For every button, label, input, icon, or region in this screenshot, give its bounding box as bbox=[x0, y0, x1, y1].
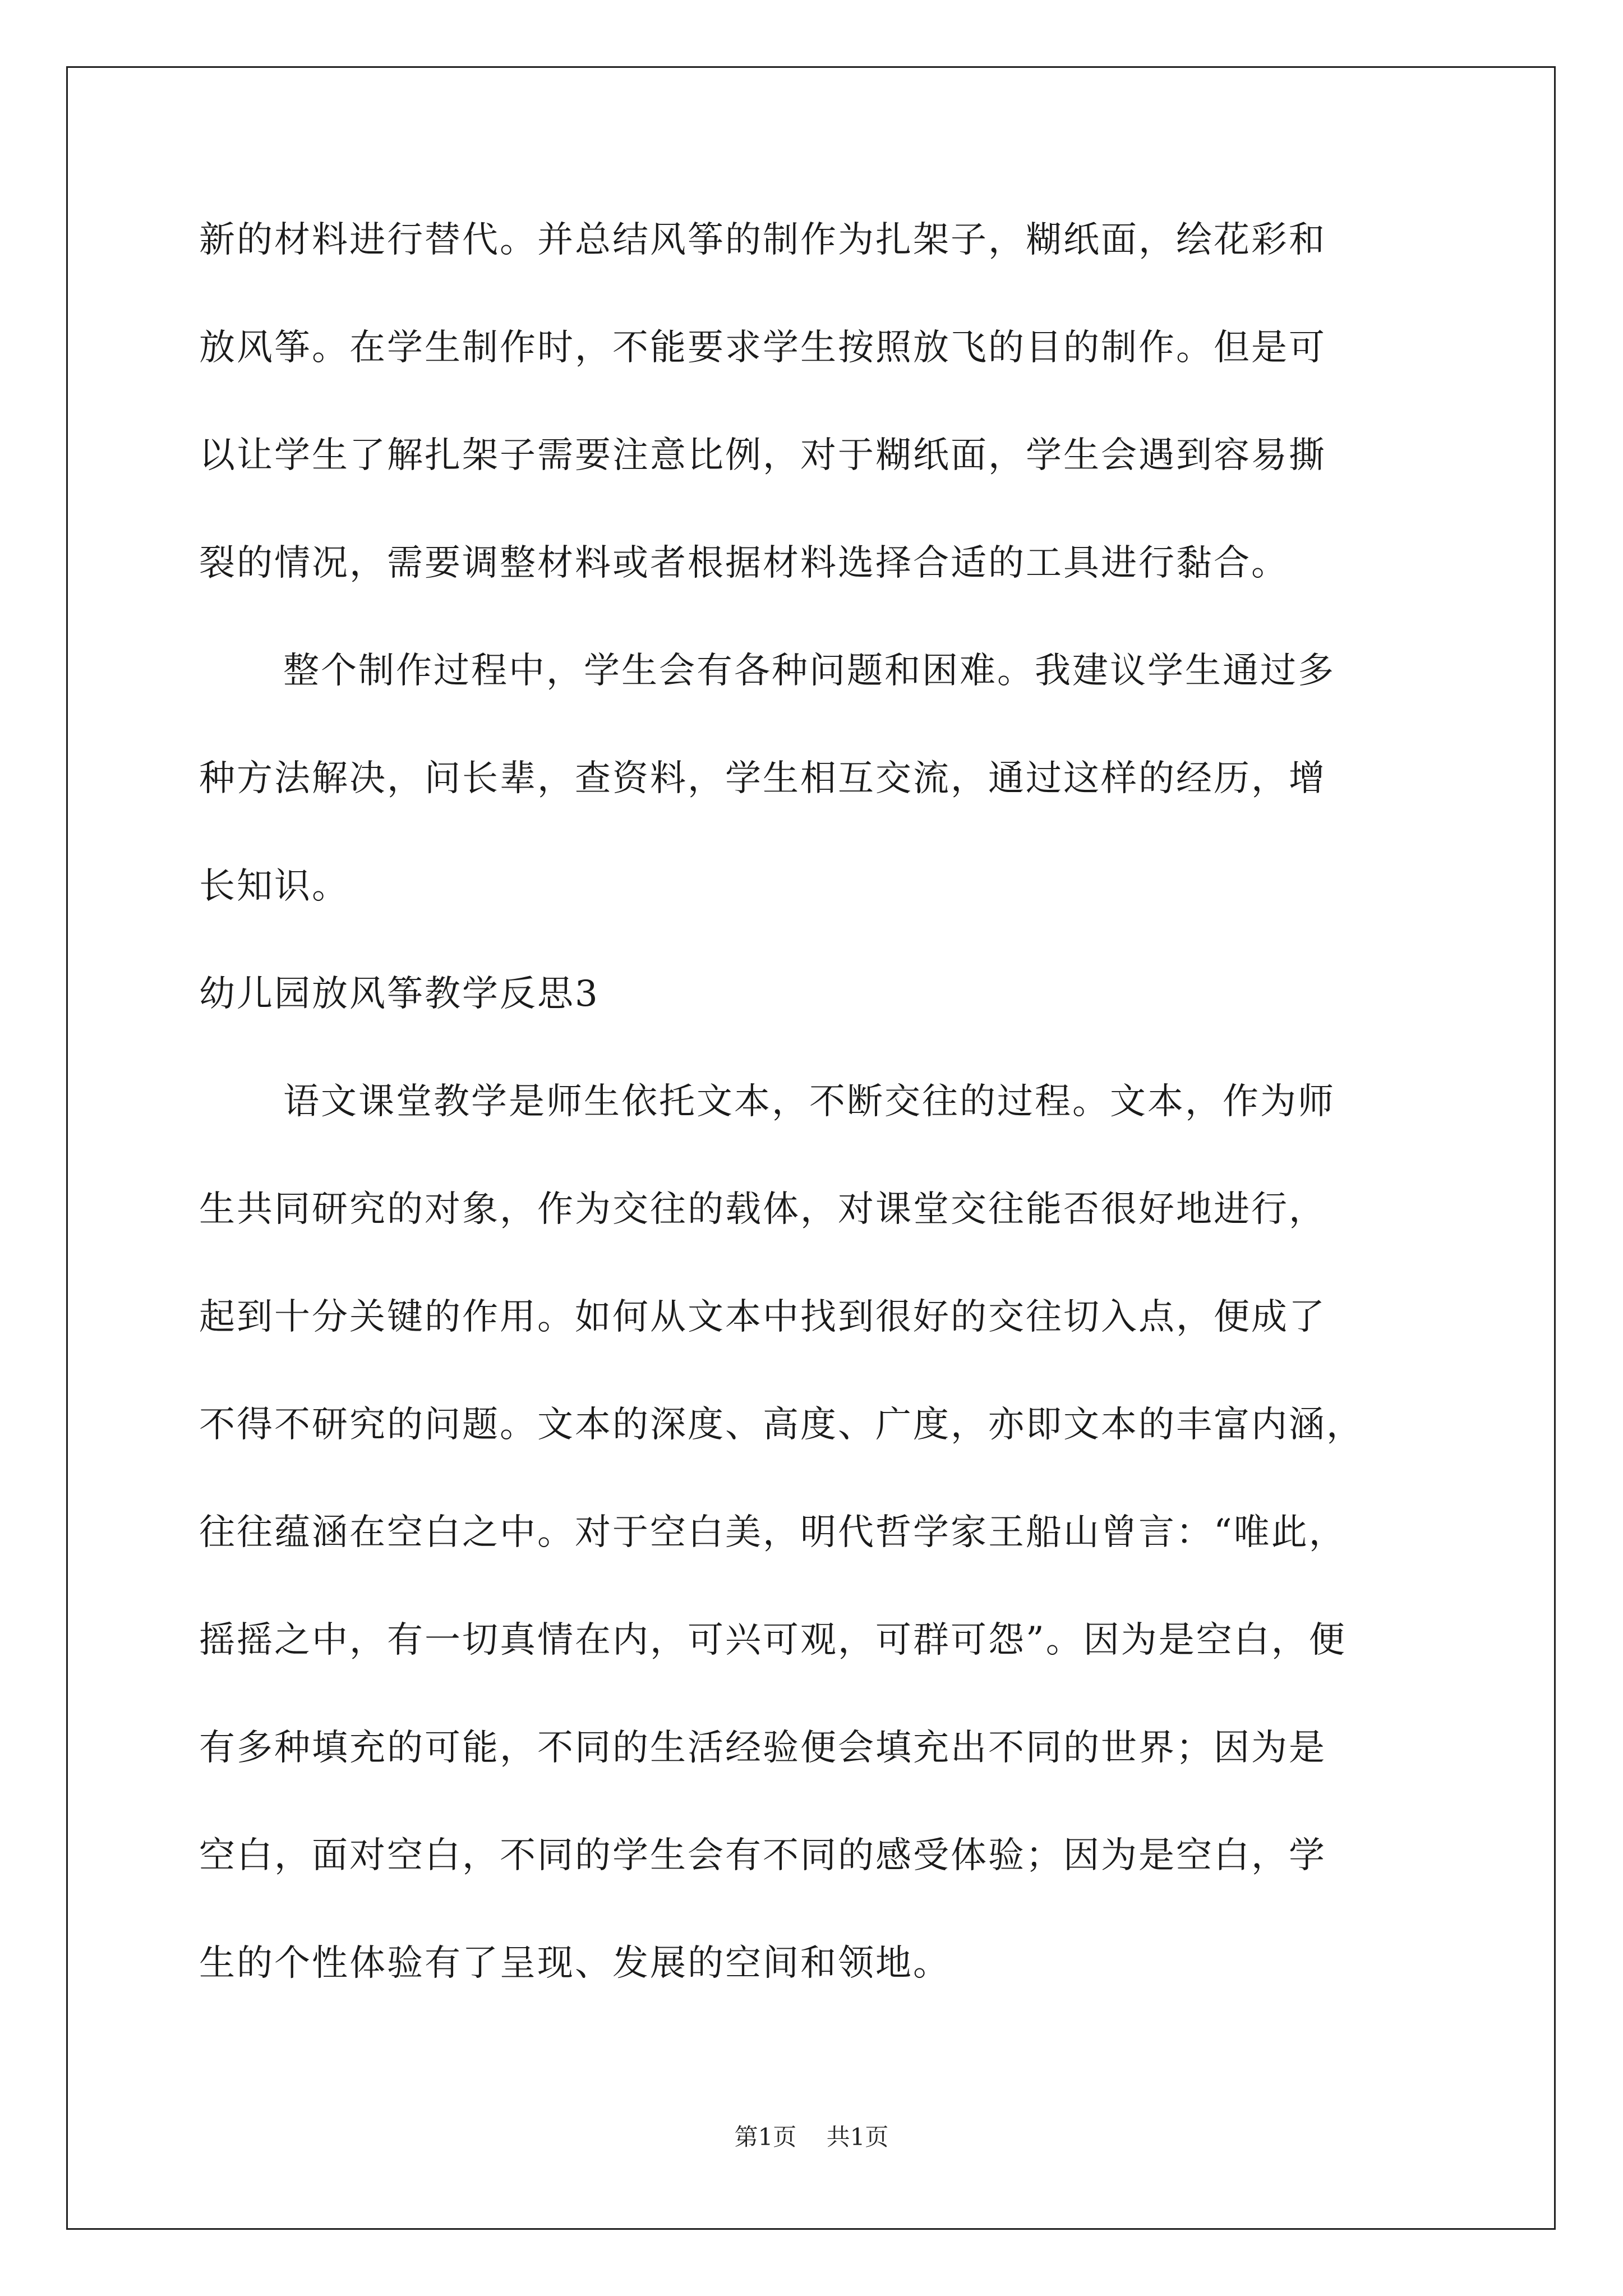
paragraph-3-line-3: 起到十分关键的作用。如何从文本中找到很好的交往切入点，便成了 bbox=[199, 1296, 1326, 1338]
page-footer bbox=[0, 2120, 1623, 2154]
paragraph-3-line-9: 生的个性体验有了呈现、发展的空间和领地。 bbox=[199, 1943, 951, 1984]
paragraph-3-line-8: 空白，面对空白，不同的学生会有不同的感受体验；因为是空白，学 bbox=[199, 1835, 1326, 1876]
paragraph-2-line-3: 长知识。 bbox=[199, 866, 349, 907]
page-number-total: 共1页 bbox=[826, 2123, 889, 2151]
page-number-current: 第1页 bbox=[734, 2123, 797, 2151]
paragraph-1-line-4: 裂的情况，需要调整材料或者根据材料选择合适的工具进行黏合。 bbox=[199, 542, 1289, 584]
section-title: 幼儿园放风筝教学反思3 bbox=[199, 973, 600, 1015]
paragraph-1-line-3: 以让学生了解扎架子需要注意比例，对于糊纸面，学生会遇到容易撕 bbox=[199, 435, 1326, 476]
paragraph-2-line-1: 整个制作过程中，学生会有各种问题和困难。我建议学生通过多 bbox=[283, 650, 1335, 692]
paragraph-3-line-6: 摇摇之中，有一切真情在内，可兴可观，可群可怨”。因为是空白，便 bbox=[199, 1619, 1347, 1661]
paragraph-3-line-5: 往往蕴涵在空白之中。对于空白美，明代哲学家王船山曾言：“唯此， bbox=[199, 1512, 1347, 1553]
paragraph-3-line-2: 生共同研究的对象，作为交往的载体，对课堂交往能否很好地进行， bbox=[199, 1189, 1326, 1230]
paragraph-1-line-1: 新的材料进行替代。并总结风筝的制作为扎架子，糊纸面，绘花彩和 bbox=[199, 219, 1326, 261]
document-body bbox=[199, 213, 1455, 2044]
paragraph-3-line-7: 有多种填充的可能，不同的生活经验便会填充出不同的世界；因为是 bbox=[199, 1727, 1326, 1769]
paragraph-3-line-4: 不得不研究的问题。文本的深度、高度、广度，亦即文本的丰富内涵， bbox=[199, 1404, 1364, 1446]
paragraph-1-line-2: 放风筝。在学生制作时，不能要求学生按照放飞的目的制作。但是可 bbox=[199, 327, 1326, 369]
paragraph-3-line-1: 语文课堂教学是师生依托文本，不断交往的过程。文本，作为师 bbox=[283, 1081, 1335, 1122]
paragraph-2-line-2: 种方法解决，问长辈，查资料，学生相互交流，通过这样的经历，增 bbox=[199, 758, 1326, 799]
